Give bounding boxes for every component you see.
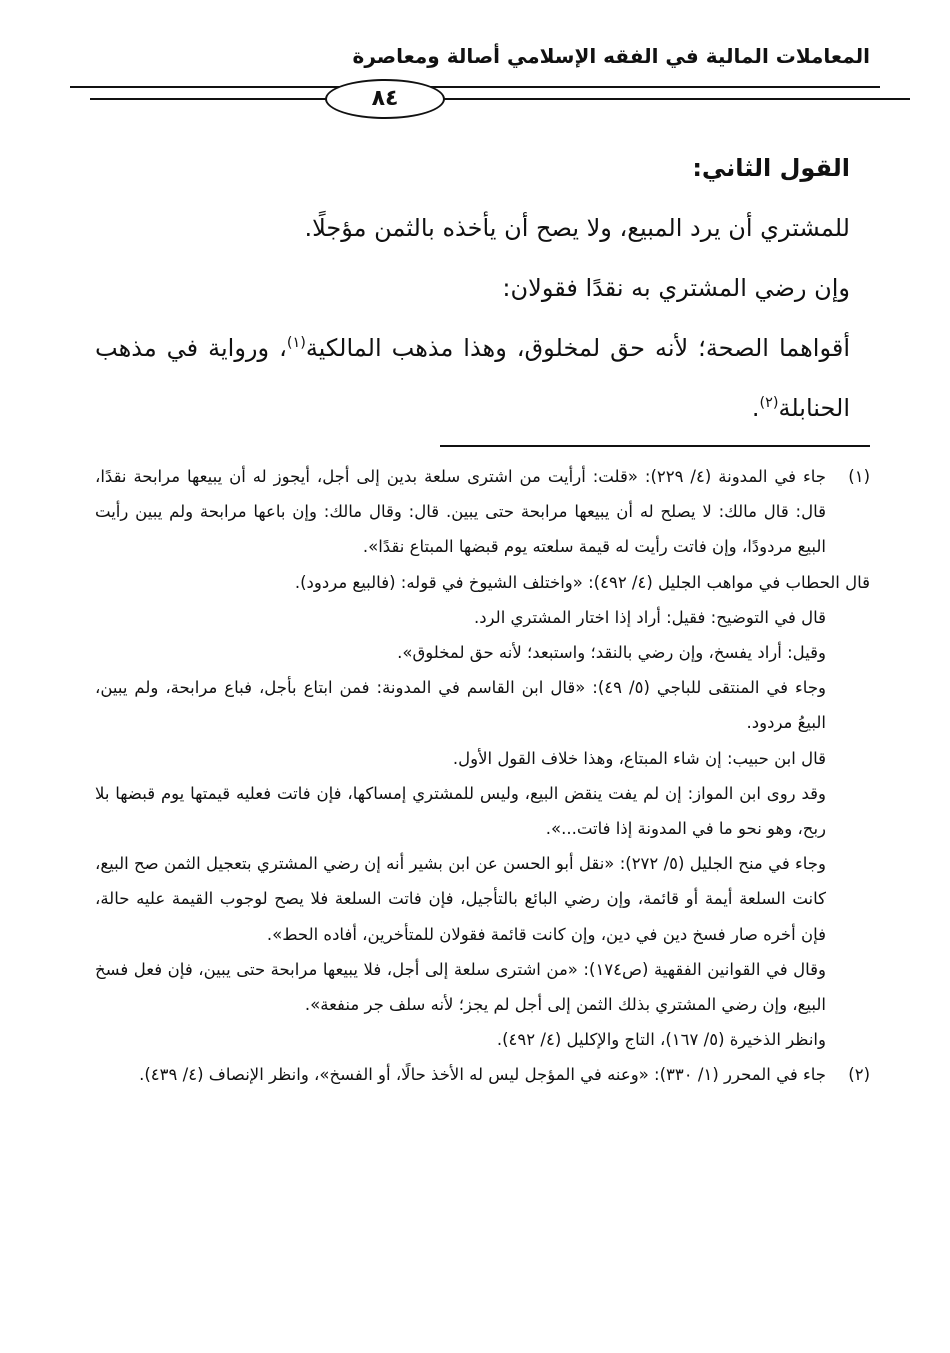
section-heading: القول الثاني: <box>692 154 850 182</box>
footnote-line: جاء في المدونة (٤/ ٢٢٩): «قلت: أرأيت من اشترى سلعة بدين إلى أجل، أيجوز له أن يبيعها مرابحة نقدًا، قال: قال مالك: لا يصلح له أن يبيعها مرابحة حتى يبين. قال: وقال مالك: وإن باعها مرابحة ولم يبين رأيت البيع مردودًا، وإن فاتت رأيت له قيمة سلعته يوم قبضها المبتاع نقدًا». <box>95 467 827 557</box>
paragraph-3 <box>95 318 850 438</box>
footnote-line: قال الحطاب في مواهب الجليل (٤/ ٤٩٢): «واختلف الشيوخ في قوله: (فالبيع مردود). <box>294 572 870 592</box>
paragraph-3-part-a: أقواهما الصحة؛ لأنه حق لمخلوق، وهذا مذهب المالكية <box>305 334 850 362</box>
footnote-1-marker: (١) <box>848 467 870 486</box>
paragraph-3-end: . <box>751 394 760 422</box>
footnote-2-body <box>95 1057 826 1092</box>
page-number-oval: ٨٤ <box>325 79 445 119</box>
header-rule <box>90 98 910 100</box>
footnote-2 <box>95 1057 870 1092</box>
footnote-line: وجاء في المنتقى للباجي (٥/ ٤٩): «قال ابن القاسم في المدونة: فمن ابتاع بأجل، فباع مرابحة، ولم يبين، البيعُ مردود. <box>95 678 826 733</box>
footnote-ref-1: (١) <box>286 335 306 351</box>
footnotes <box>95 459 870 1093</box>
footnote-line: قال في التوضيح: فقيل: أراد إذا اختار المشتري الرد. <box>473 607 826 627</box>
footnote-1 <box>95 459 870 1057</box>
footnote-line: وقيل: أراد يفسخ، وإن رضي بالنقد؛ واستبعد؛ لأنه حق لمخلوق». <box>397 643 826 663</box>
footnote-separator <box>440 445 870 447</box>
footnote-line: وانظر الذخيرة (٥/ ١٦٧)، التاج والإكليل (٤/ ٤٩٢). <box>496 1030 826 1050</box>
footnote-1-body <box>95 459 870 1057</box>
paragraph-2: وإن رضي المشتري به نقدًا فقولان: <box>502 274 850 302</box>
footnote-2-marker: (٢) <box>848 1065 870 1085</box>
footnote-ref-2: (٢) <box>759 395 779 411</box>
header-rule-top <box>70 86 880 88</box>
footnote-line: قال ابن حبيب: إن شاء المبتاع، وهذا خلاف القول الأول. <box>452 748 826 768</box>
footnote-line: وقال في القوانين الفقهية (ص١٧٤): «من اشترى سلعة إلى أجل، فلا يبيعها مرابحة حتى يبين، فإن فعل فسخ البيع، وإن رضي المشتري بذلك الثمن إلى أجل لم يجز؛ لأنه سلف جر منفعة». <box>95 959 827 1015</box>
paragraph-3-part-b: ، ورواية في مذهب الحنابلة <box>95 334 850 422</box>
footnote-line: جاء في المحرر (١/ ٣٣٠): «وعنه في المؤجل ليس له الأخذ حالًا، أو الفسخ»، وانظر الإنصاف (٤/ ٤٣٩). <box>139 1065 826 1085</box>
paragraph-1: للمشتري أن يرد المبيع، ولا يصح أن يأخذه بالثمن مؤجلًا. <box>304 214 850 242</box>
footnote-line: وقد روى ابن المواز: إن لم يفت ينقض البيع، وليس للمشتري إمساكها، فإن فاتت فعليه قيمتها يوم قبضها بلا ربح، وهو نحو ما في المدونة إذا فاتت...». <box>95 783 826 839</box>
main-text <box>95 138 850 438</box>
footnote-line: وجاء في منح الجليل (٥/ ٢٧٢): «نقل أبو الحسن عن ابن بشير أنه إن رضي المشتري بتعجيل الثمن صح البيع، كانت السلعة أيمة أو قائمة، وإن رضي البائع بالتأجيل، فإن فاتت السلعة فلا يصح لوجوب القيمة عليه حالة، فإن أخره صار فسخ دين في دين، وإن كانت قائمة فقولان للمتأخرين، أفاده الحط». <box>95 854 826 944</box>
running-header-title: المعاملات المالية في الفقه الإسلامي أصالة ومعاصرة <box>352 44 870 68</box>
